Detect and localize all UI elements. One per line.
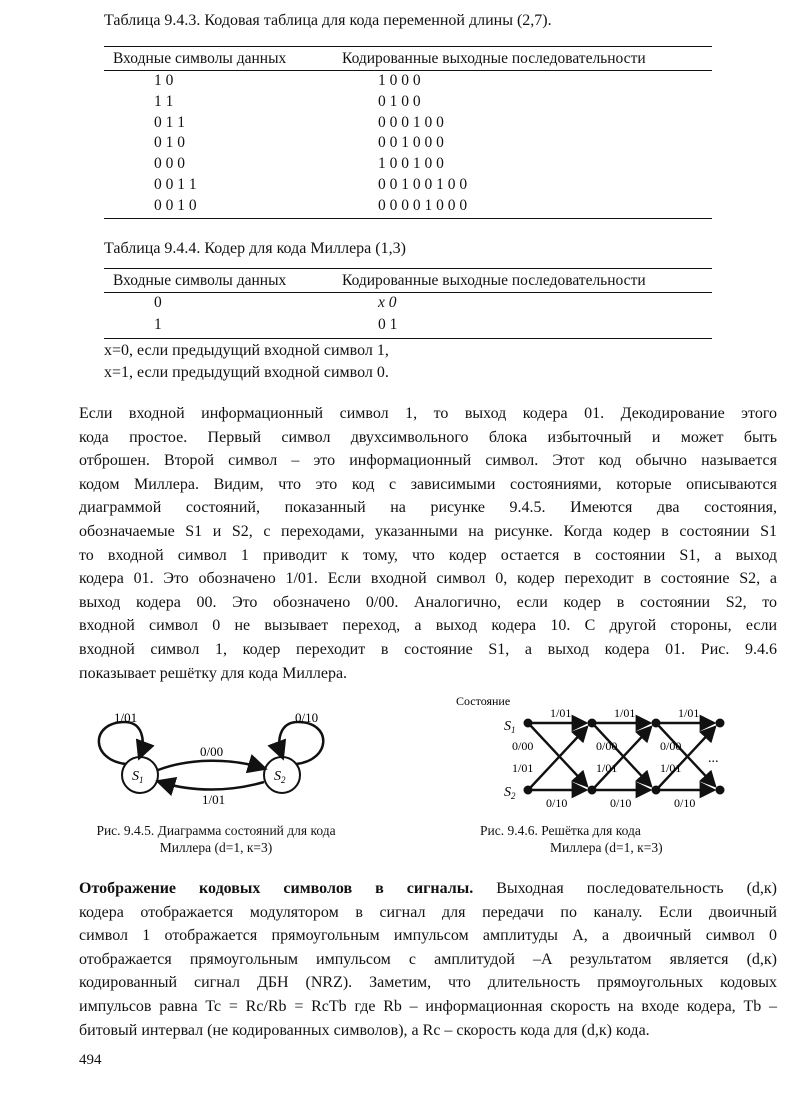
para2-line: кодированный сигнал ДБН (NRZ). Заметим, что длительность прямоугольных кодовых [79,974,777,992]
trellis-edges [524,719,725,795]
trellis-s2-label: $S_2$ [504,785,516,801]
trellis-diag-down-label: 0/00 [660,739,682,753]
table-row-input: 0 0 1 1 [154,176,197,193]
table-bottom-rule [104,218,712,219]
figure-9-4-5-caption [66,822,366,856]
para1-line: отброшен. Второй символ – это информационный символ. Этот код обычно называется [79,452,777,470]
trellis-s1-label: $S_1$ [504,719,516,735]
table-row-output: 1 0 0 0 [378,72,421,89]
para1-line: входной символ 1, кодер переходит в состояние S1, а выход кодера 01. Рис. 9.4.6 [79,640,777,658]
table2-row-input: 1 [154,316,162,333]
trellis-node [588,719,597,728]
s1-label: $S_1$ [132,769,144,785]
para2-line: импульсов равна Tc = Rc/Rb = RcTb где Rb – информационная скорость на входе кодера, Tb – [79,997,777,1015]
table-9-4-3-caption: Таблица 9.4.3. Кодовая таблица для кода переменной длины (2,7). [104,12,552,29]
fig2-caption-line2: Миллера (d=1, к=3) [550,840,663,855]
para2-line-1 [79,877,777,901]
table-row-output: 0 0 1 0 0 0 [378,134,444,152]
s2-to-s1-arrow [160,782,264,790]
loop1-label: 1/01 [114,710,138,725]
table-row-output: 0 0 0 0 1 0 0 0 [378,196,468,214]
table-row-input: 1 0 [154,72,174,89]
s2-label: $S_2$ [274,769,286,785]
table2-bottom-rule [104,338,712,339]
para1-line: диаграммой состояний, показанный на рисунке 9.4.5. Имеются два состояния, [79,499,777,517]
para1-line: обозначаемые S1 и S2, с переходами, указанными на рисунке. Когда кодер в состоянии S1 [79,522,777,540]
table-row-output: 0 0 0 1 0 0 [378,113,444,131]
state-diagram-figure [80,700,370,820]
para2-line: кодера отображается модулятором в сигнал для передачи по каналу. Если двоичный [79,903,777,921]
para1-line: показывает решётку для кода Миллера. [79,664,348,682]
trellis-top-label: 1/01 [550,706,572,720]
table2-note-2: x=1, если предыдущий входной символ 0. [104,364,389,381]
table2-row-input: 0 [154,294,162,311]
table2-top-rule [104,268,712,269]
trellis-top-label: 1/01 [614,706,636,720]
state-axis-label: Состояние [456,694,511,708]
table-row-input: 0 1 1 [154,113,185,131]
fig1-caption-line1: Рис. 9.4.5. Диаграмма состояний для кода [96,823,336,838]
top-transition-label: 0/00 [200,744,224,759]
trellis-node [588,786,597,795]
table2-header-rule [104,292,712,293]
trellis-figure [450,692,750,817]
trellis-ellipsis: ... [708,751,719,766]
trellis-bottom-label: 0/10 [546,796,568,810]
trellis-node [524,719,533,728]
para2-line-1-rest: Выходная последовательность (d,к) [473,880,777,897]
table2-note-1: x=0, если предыдущий входной символ 1, [104,342,389,359]
page-number: 494 [79,1052,102,1068]
para1-line: Если входной информационный символ 1, то выход кодера 01. Декодирование этого [79,405,777,422]
trellis-diag-up-label: 1/01 [512,761,534,775]
trellis-labels [512,706,699,810]
table2-row-output: 0 1 [378,316,398,333]
table-row-output: 1 0 0 1 0 0 [378,155,444,173]
trellis-node [716,786,725,795]
para1-line: то входной символ 1 приводит к тому, что кодер остается в состоянии S1, а выход [79,546,777,564]
table-row-input: 0 0 1 0 [154,196,197,214]
table-header-rule [104,70,712,71]
table-row-output: 0 1 0 0 [378,92,421,110]
trellis-edge-s2-s1 [594,727,651,788]
table-row-input: 1 1 [154,92,174,110]
trellis-diag-up-label: 1/01 [596,761,618,775]
table2-header-output: Кодированные выходные последовательности [342,272,646,289]
section-heading: Отображение кодовых символов в сигналы. [79,880,474,897]
para1-line: кодера 01. Это обозначено 1/01. Если входной символ 0, кодер переходит в состояние S2, а [79,570,777,588]
trellis-diag-down-label: 0/00 [596,739,618,753]
trellis-node [652,786,661,795]
para1-line: кода простое. Первый символ двухсимвольного блока избыточный и может быть [79,428,777,446]
para1-line: выход кодера 00. Это обозначено 0/00. Аналогично, если кодер в состоянии S2, то [79,593,777,611]
para1-line: кодом Миллера. Видим, что это код с зависимыми состояниями, которые описываются [79,475,777,493]
trellis-bottom-label: 0/10 [674,796,696,810]
table-row-input: 0 1 0 [154,134,185,152]
figure-9-4-6-caption [480,822,700,856]
table-header-input: Входные символы данных [113,50,287,67]
para1-line: входной символ 0 не вызывает переход, а выход кодера 10. С другой стороны, если [79,617,777,635]
trellis-diag-up-label: 1/01 [660,761,682,775]
trellis-edge-s1-s2 [594,725,651,786]
table-row-input: 0 0 0 [154,155,185,173]
loop2-label: 0/10 [295,710,319,725]
table-header-output: Кодированные выходные последовательности [342,50,646,67]
paragraph-miller-code [79,402,777,685]
table-top-rule [104,46,712,47]
paragraph-signal-mapping [79,877,777,1042]
para2-line: отображается прямоугольным импульсом с амплитудой –A результатом является (d,к) [79,950,777,968]
table2-row-output: x 0 [378,294,397,311]
trellis-bottom-label: 0/10 [610,796,632,810]
table2-header-input: Входные символы данных [113,272,287,289]
trellis-node [524,786,533,795]
trellis-node [716,719,725,728]
trellis-edge-s1-s2 [658,725,715,786]
trellis-edge-s2-s1 [658,727,715,788]
trellis-diag-down-label: 0/00 [512,739,534,753]
trellis-edge-s1-s2 [530,725,587,786]
bottom-transition-label: 1/01 [202,792,226,807]
table-9-4-4-caption: Таблица 9.4.4. Кодер для кода Миллера (1,3) [104,240,406,257]
trellis-top-label: 1/01 [678,706,700,720]
table-row-output: 0 0 1 0 0 1 0 0 [378,176,468,193]
trellis-node [652,719,661,728]
para2-line: битовый интервал (не кодированных символов), а Rc – скорость кода для (d,к) кода. [79,1021,650,1039]
para2-line: символ 1 отображается прямоугольным импульсом амплитуды А, а двоичный символ 0 [79,927,777,945]
s1-to-s2-arrow [158,761,263,770]
fig2-caption-line1: Рис. 9.4.6. Решётка для кода [480,823,641,838]
trellis-edge-s2-s1 [530,727,587,788]
fig1-caption-line2: Миллера (d=1, к=3) [159,840,273,855]
